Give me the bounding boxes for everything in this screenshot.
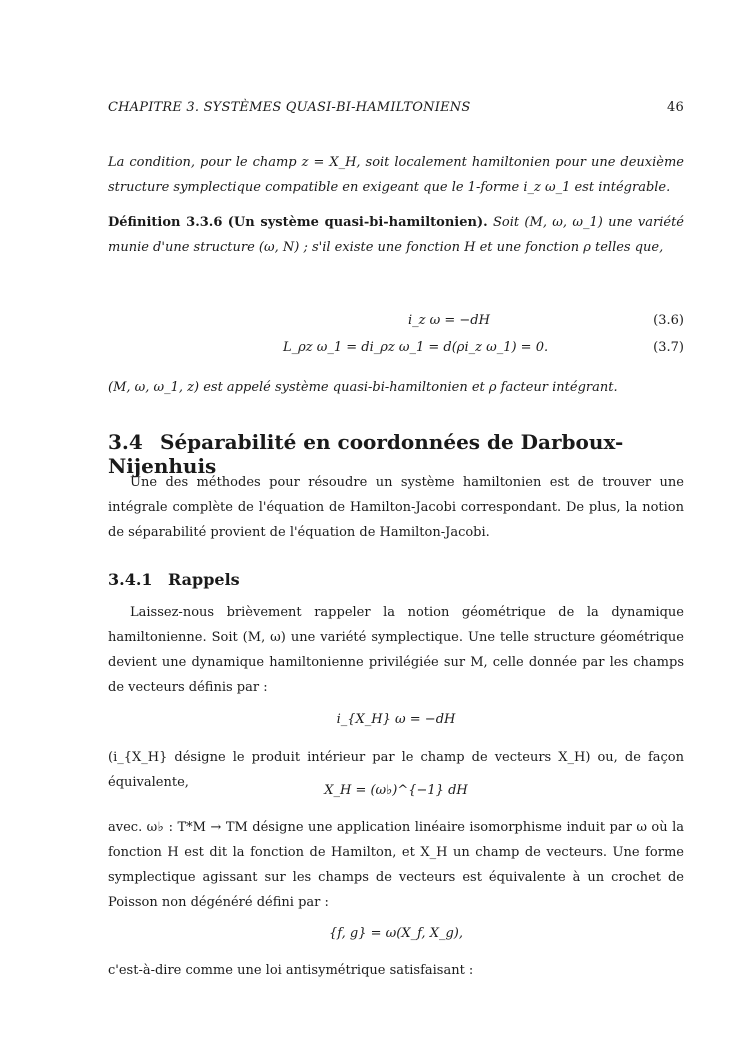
last-paragraph: c'est-à-dire comme une loi antisymétrique satisfaisant : bbox=[108, 963, 474, 978]
chapter-title: CHAPITRE 3. SYSTÈMES QUASI-BI-HAMILTONIENS bbox=[108, 100, 471, 115]
equation-ixh: i_{X_H} ω = −dH bbox=[336, 712, 456, 727]
equation-3-7-number: (3.7) bbox=[653, 340, 684, 355]
equation-3-7: L_ρz ω_1 = di_ρz ω_1 = d(ρi_z ω_1) = 0. bbox=[283, 340, 549, 355]
intro-paragraph: La condition, pour le champ z = X_H, soit localement hamiltonien pour une deuxième structure symplectique compatible en exigeant que le 1-forme i_z ω_1 est intégrable. bbox=[108, 155, 684, 195]
rappels-paragraph: Laissez-nous brièvement rappeler la notion géométrique de la dynamique hamiltonienne. Soit (M, ω) une variété symplectique. Une telle structure géométrique devient une dynamique hamiltonienne privilégiée sur M, celle donnée par les champs de vecteurs définis par : bbox=[108, 605, 684, 695]
equation-3-6: i_z ω = −dH bbox=[408, 313, 490, 328]
subsection-number: 3.4.1 bbox=[108, 570, 153, 589]
avec-paragraph: avec. ω♭ : T*M → TM désigne une application linéaire isomorphisme induit par ω où la fonction H est dit la fonction de Hamilton, et X_H un champ de vecteurs. Une forme symplectique agissant sur les champs de vecteurs est équivalente à un crochet de Poisson non dégénéré défini par : bbox=[108, 820, 684, 910]
subsection-heading bbox=[108, 570, 240, 589]
ixh-paragraph: (i_{X_H} désigne le produit intérieur par le champ de vecteurs X_H) ou, de façon équivalente, bbox=[108, 750, 684, 790]
running-header bbox=[108, 100, 684, 115]
section-number: 3.4 bbox=[108, 430, 143, 454]
section-title: Séparabilité en coordonnées de Darboux-Nijenhuis bbox=[108, 430, 624, 478]
page-number: 46 bbox=[667, 100, 684, 115]
definition-text: Soit (M, ω, ω_1) une variété munie d'une structure (ω, N) ; s'il existe une fonction H et une fonction ρ telles que, bbox=[108, 215, 684, 255]
definition-paragraph bbox=[108, 210, 684, 260]
definition-title: (Un système quasi-bi-hamiltonien). bbox=[227, 215, 488, 230]
definition-end: (M, ω, ω_1, z) est appelé système quasi-bi-hamiltonien et ρ facteur intégrant. bbox=[108, 380, 618, 395]
equation-xh: X_H = (ω♭)^{−1} dH bbox=[324, 783, 468, 798]
equation-poisson: {f, g} = ω(X_f, X_g), bbox=[329, 926, 463, 941]
equation-3-6-number: (3.6) bbox=[653, 313, 684, 328]
subsection-title: Rappels bbox=[168, 570, 240, 589]
section-paragraph: Une des méthodes pour résoudre un système hamiltonien est de trouver une intégrale complète de l'équation de Hamilton-Jacobi correspondant. De plus, la notion de séparabilité provient de l'équation de Hamilton-Jacobi. bbox=[108, 475, 684, 540]
definition-label: Définition 3.3.6 bbox=[108, 215, 223, 230]
